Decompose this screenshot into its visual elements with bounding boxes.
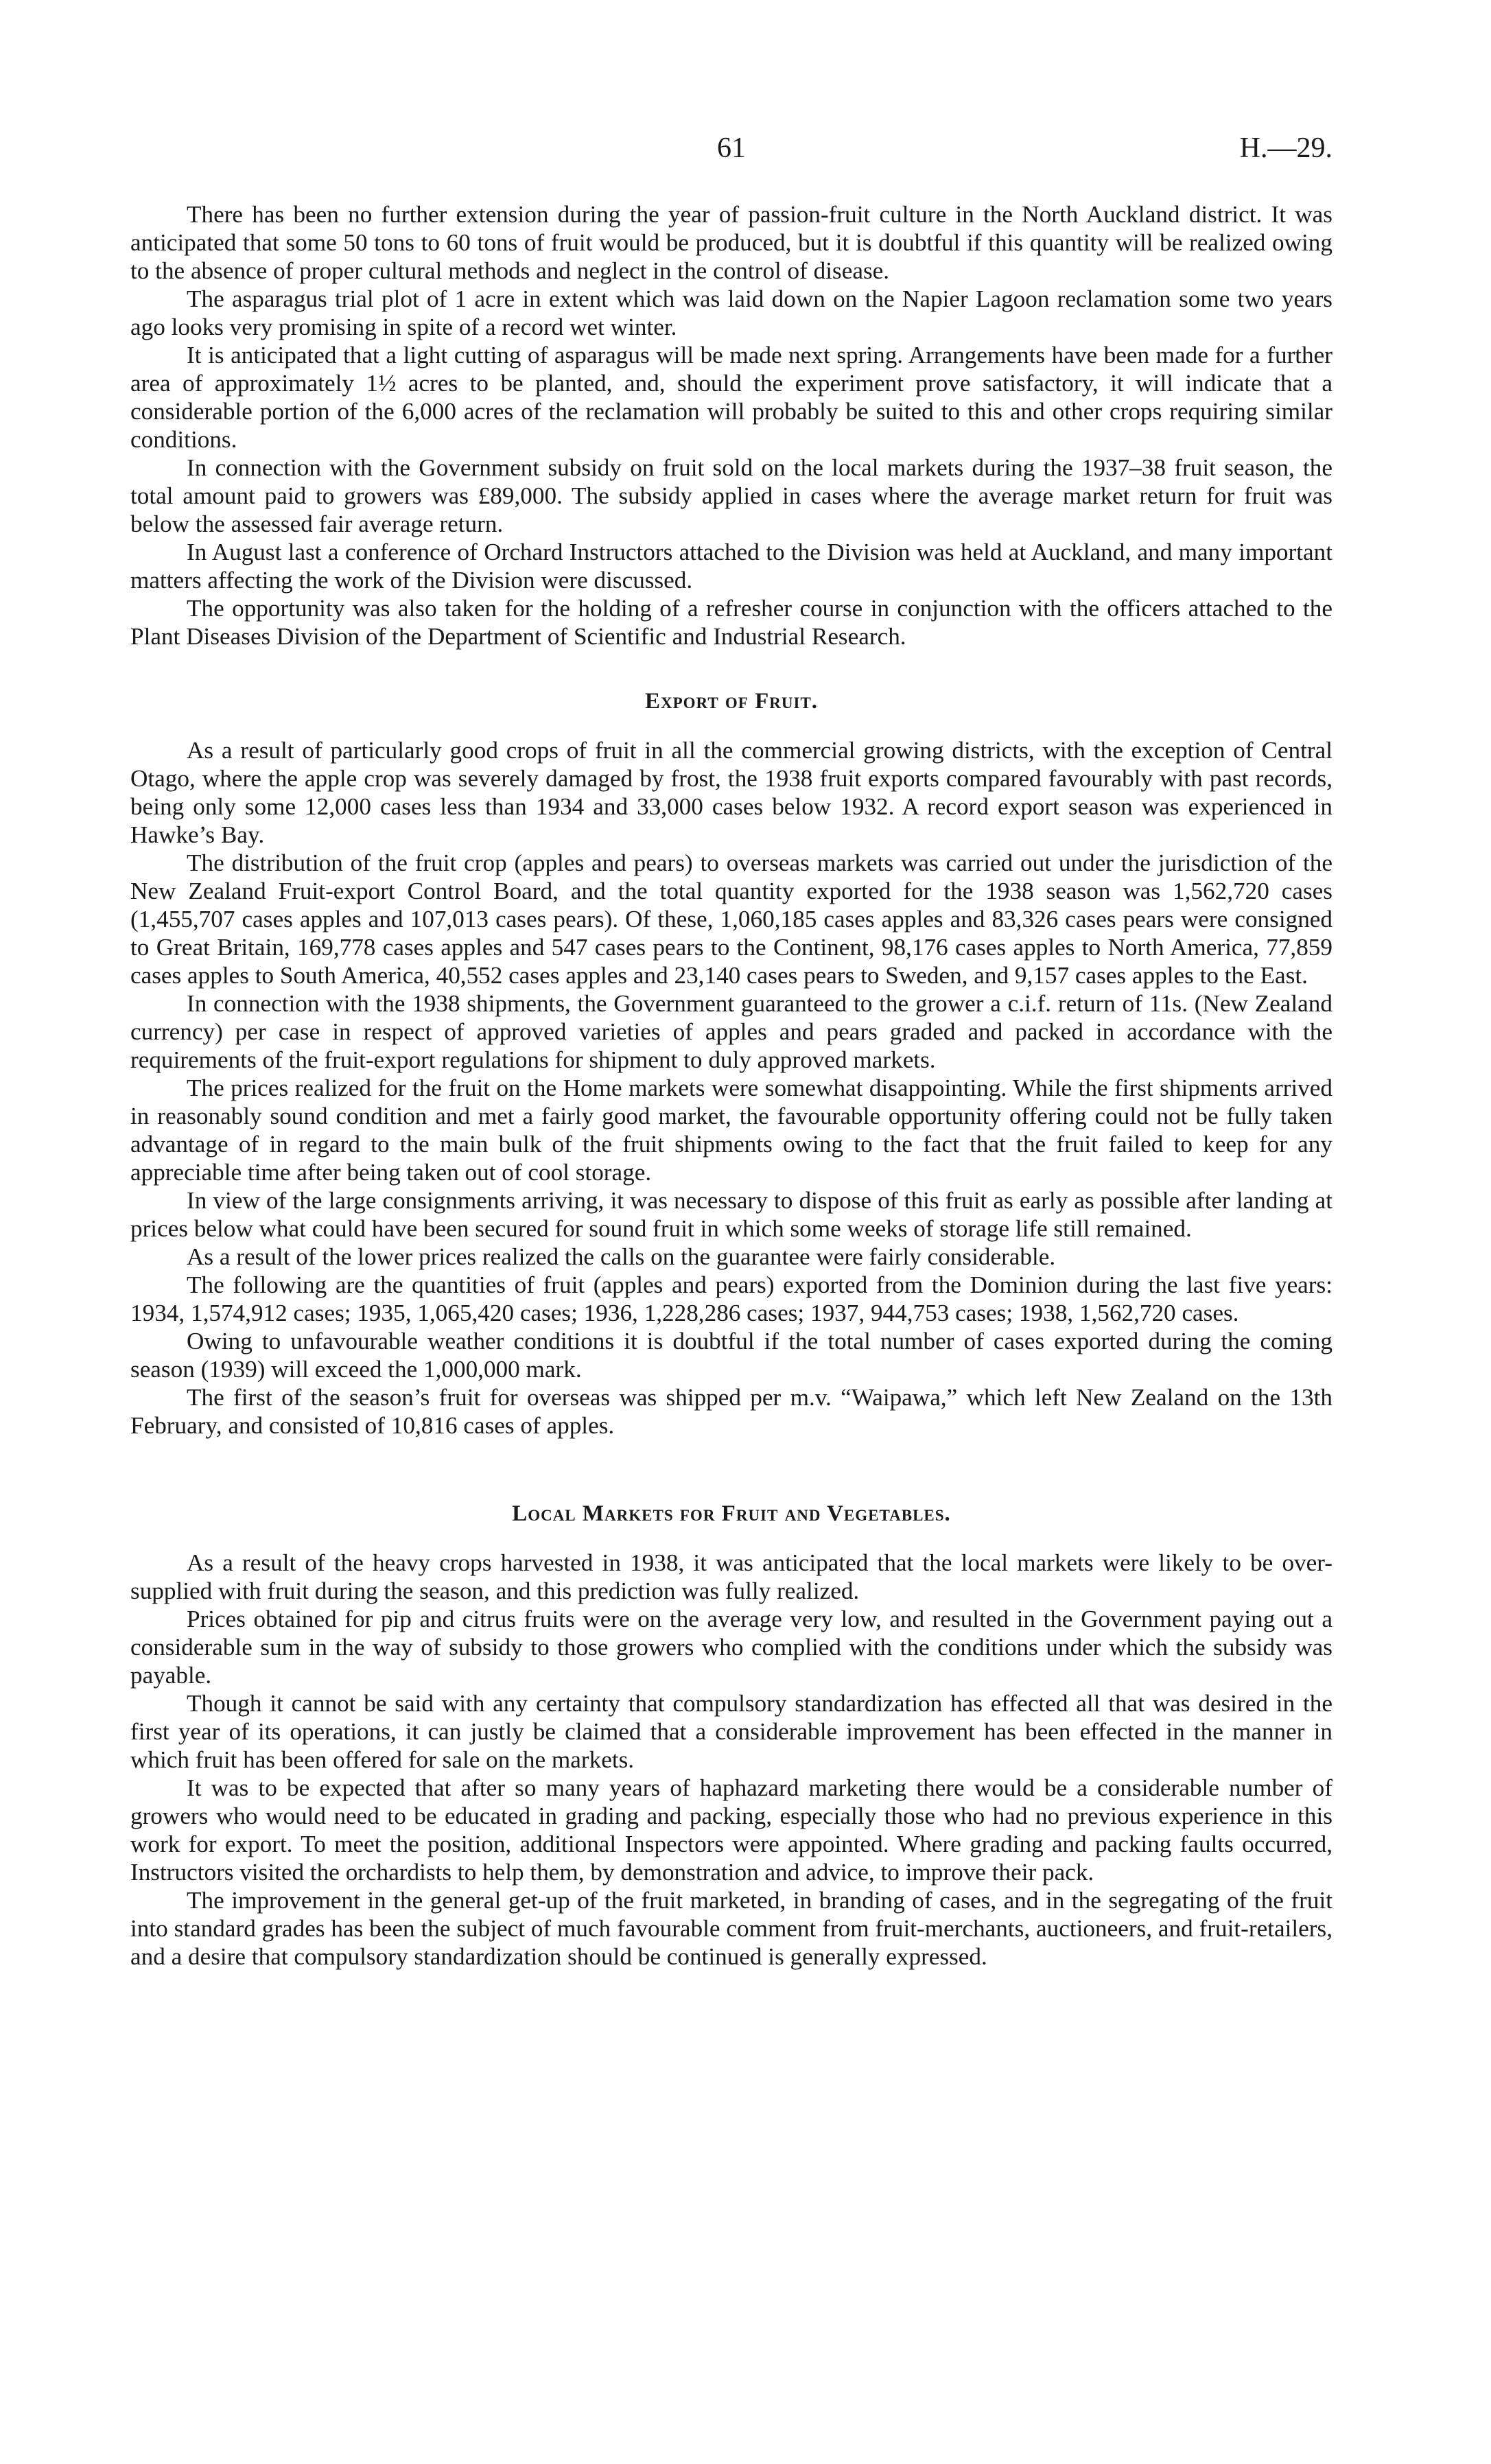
paragraph: There has been no further extension during the year of passion-fruit culture in the North Auckland district. It was anticipated that some 50 tons to 60 tons of fruit would be produced, but it is doubtful if this quantity will be realized owing to the absence of proper cultural methods and neglect in the control of disease.: [130, 201, 1332, 284]
paragraph: As a result of the heavy crops harvested in 1938, it was anticipated that the local markets were likely to be over-supplied with fruit during the season, and this prediction was fully realized.: [130, 1549, 1332, 1604]
section-heading-export: Export of Fruit.: [644, 689, 819, 714]
paragraph: As a result of particularly good crops of fruit in all the commercial growing districts, with the exception of Central Otago, where the apple crop was severely damaged by frost, the 1938 fruit exports compared favourably with past records, being only some 12,000 cases less than 1934 and 33,000 cases below 1932. A record export season was experienced in Hawke’s Bay.: [130, 737, 1332, 848]
page-header: [130, 132, 1332, 173]
paragraph: The asparagus trial plot of 1 acre in extent which was laid down on the Napier Lagoon reclamation some two years ago looks very promising in spite of a record wet winter.: [130, 285, 1332, 340]
paragraph: In August last a conference of Orchard Instructors attached to the Division was held at Auckland, and many important matters affecting the work of the Division were discussed.: [130, 539, 1332, 594]
paragraph: In connection with the 1938 shipments, the Government guaranteed to the grower a c.i.f. return of 11s. (New Zealand currency) per case in respect of approved varieties of apples and pears graded and packed in accordance with the requirements of the fruit-export regulations for shipment to duly approved markets.: [130, 990, 1332, 1073]
document-code: H.—29.: [1239, 132, 1332, 164]
intro-section: [130, 200, 1332, 650]
paragraph: Owing to unfavourable weather conditions it is doubtful if the total number of cases exported during the coming season (1939) will exceed the 1,000,000 mark.: [130, 1328, 1332, 1383]
paragraph: The prices realized for the fruit on the Home markets were somewhat disappointing. While the first shipments arrived in reasonably sound condition and met a fairly good market, the favourable opportunity offering could not be fully taken advantage of in regard to the main bulk of the fruit shipments owing to the fact that the fruit failed to keep for any appreciable time after being taken out of cool storage.: [130, 1075, 1332, 1186]
paragraph: Though it cannot be said with any certainty that compulsory standardization has effected all that was desired in the first year of its operations, it can justly be claimed that a considerable improvement has been effected in the manner in which fruit has been offered for sale on the markets.: [130, 1690, 1332, 1773]
paragraph: Prices obtained for pip and citrus fruits were on the average very low, and resulted in the Government paying out a considerable sum in the way of subsidy to those growers who complied with the conditions under which the subsidy was payable.: [130, 1606, 1332, 1689]
section-heading-local-markets: Local Markets for Fruit and Vegetables.: [512, 1501, 951, 1526]
paragraph: As a result of the lower prices realized the calls on the guarantee were fairly considerable.: [187, 1243, 1056, 1270]
paragraph: The following are the quantities of fruit (apples and pears) exported from the Dominion during the last five years: 1934, 1,574,912 cases; 1935, 1,065,420 cases; 1936, 1,228,286 cases; 1937, 944,753 cases; 1938, 1,562,720 cases.: [130, 1271, 1332, 1326]
paragraph: The improvement in the general get-up of the fruit marketed, in branding of cases, and in the segregating of the fruit into standard grades has been the subject of much favourable comment from fruit-merchants, auctioneers, and fruit-retailers, and a desire that compulsory standardization should be continued is generally expressed.: [130, 1887, 1332, 1970]
local-markets-section: [130, 1500, 1332, 1971]
paragraph: The opportunity was also taken for the holding of a refresher course in conjunction with the officers attached to the Plant Diseases Division of the Department of Scientific and Industrial Research.: [130, 595, 1332, 650]
paragraph: In connection with the Government subsidy on fruit sold on the local markets during the 1937–38 fruit season, the total amount paid to growers was £89,000. The subsidy applied in cases where the average market return for fruit was below the assessed fair average return.: [130, 454, 1332, 537]
paragraph: The first of the season’s fruit for overseas was shipped per m.v. “Waipawa,” which left New Zealand on the 13th February, and consisted of 10,816 cases of apples.: [130, 1384, 1332, 1439]
page-number: 61: [717, 132, 746, 164]
page-body: [130, 200, 1332, 1971]
paragraph: It is anticipated that a light cutting of asparagus will be made next spring. Arrangements have been made for a further area of approximately 1½ acres to be planted, and, should the experiment prove satisfactory, it will indicate that a considerable portion of the 6,000 acres of the reclamation will probably be suited to this and other crops requiring similar conditions.: [130, 342, 1332, 453]
paragraph: It was to be expected that after so many years of haphazard marketing there would be a considerable number of growers who would need to be educated in grading and packing, especially those who had no previous experience in this work for export. To meet the position, additional Inspectors were appointed. Where grading and packing faults occurred, Instructors visited the orchardists to help them, by demonstration and advice, to improve their pack.: [130, 1774, 1332, 1886]
paragraph: The distribution of the fruit crop (apples and pears) to overseas markets was carried out under the jurisdiction of the New Zealand Fruit-export Control Board, and the total quantity exported for the 1938 season was 1,562,720 cases (1,455,707 cases apples and 107,013 cases pears). Of these, 1,060,185 cases apples and 83,326 cases pears were consigned to Great Britain, 169,778 cases apples and 547 cases pears to the Continent, 98,176 cases apples to North America, 77,859 cases apples to South America, 40,552 cases apples and 23,140 cases pears to Sweden, and 9,157 cases apples to the East.: [130, 849, 1332, 989]
export-section: [130, 688, 1332, 1440]
paragraph: In view of the large consignments arriving, it was necessary to dispose of this fruit as early as possible after landing at prices below what could have been secured for sound fruit in which some weeks of storage life still remained.: [130, 1187, 1332, 1242]
